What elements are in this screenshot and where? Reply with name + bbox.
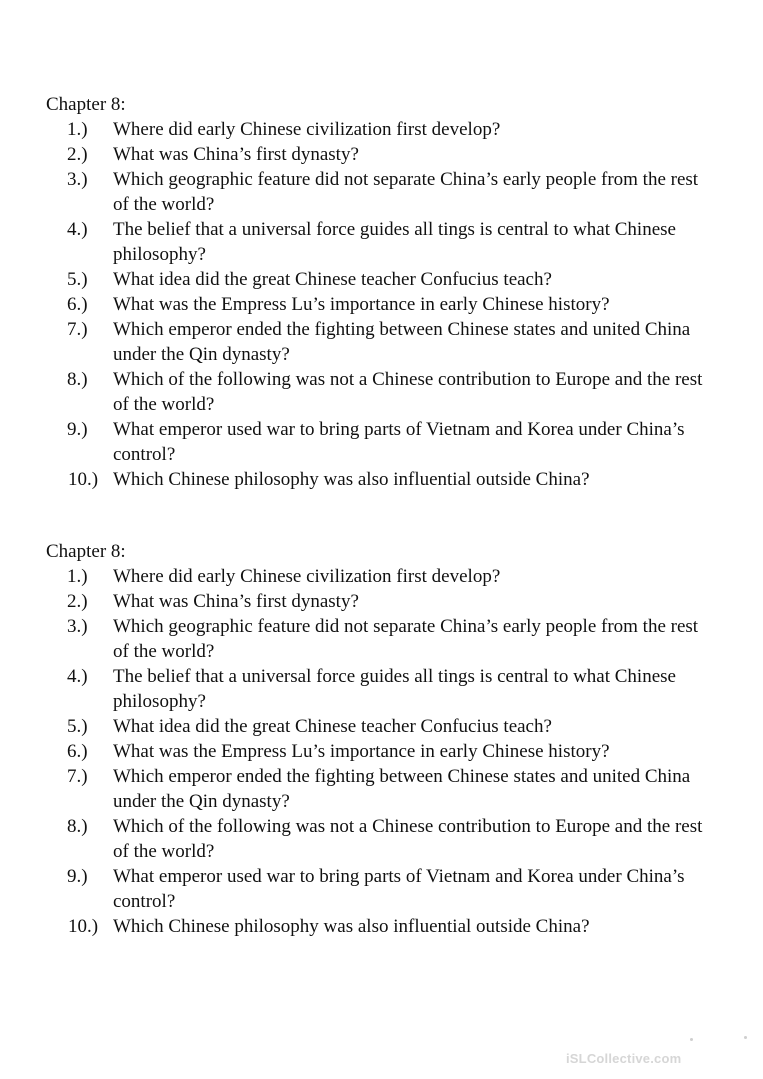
question-number: 10.)	[68, 916, 99, 937]
question-number: 7.)	[67, 319, 88, 340]
watermark: iSLCollective.com	[566, 1051, 682, 1066]
question-text: Which emperor ended the fighting between Chinese states and united China under the Qin dynasty?	[113, 319, 691, 365]
question-number: 8.)	[67, 369, 88, 390]
question-number: 3.)	[67, 169, 88, 190]
question-text: Which Chinese philosophy was also influential outside China?	[113, 916, 590, 937]
question-number: 9.)	[67, 866, 88, 887]
question-list	[0, 117, 763, 492]
question-number: 7.)	[67, 766, 88, 787]
question-item	[0, 614, 713, 664]
question-number: 1.)	[67, 119, 88, 140]
question-number: 4.)	[67, 219, 88, 240]
question-number: 8.)	[67, 816, 88, 837]
question-text: Which geographic feature did not separate China’s early people from the rest of the world?	[113, 616, 699, 662]
question-number: 2.)	[67, 591, 88, 612]
chapter-title: Chapter 8:	[46, 541, 126, 562]
decorative-dot	[744, 1036, 747, 1039]
question-text: What was the Empress Lu’s importance in early Chinese history?	[113, 294, 610, 315]
question-item	[0, 739, 713, 764]
question-number: 6.)	[67, 294, 88, 315]
question-number: 5.)	[67, 269, 88, 290]
question-text: What was the Empress Lu’s importance in early Chinese history?	[113, 741, 610, 762]
question-text: Which of the following was not a Chinese contribution to Europe and the rest of the world?	[113, 369, 703, 415]
question-number: 1.)	[67, 566, 88, 587]
question-item	[0, 664, 713, 714]
question-item	[0, 864, 713, 914]
question-text: The belief that a universal force guides all tings is central to what Chinese philosophy?	[113, 666, 676, 712]
question-number: 6.)	[67, 741, 88, 762]
question-item	[0, 317, 713, 367]
question-item	[0, 564, 713, 589]
question-text: Where did early Chinese civilization first develop?	[113, 119, 501, 140]
question-item	[0, 267, 713, 292]
chapter-title: Chapter 8:	[46, 94, 126, 115]
question-item	[0, 142, 713, 167]
decorative-dot	[690, 1038, 693, 1041]
question-number: 5.)	[67, 716, 88, 737]
question-text: Where did early Chinese civilization first develop?	[113, 566, 501, 587]
question-text: What was China’s first dynasty?	[113, 144, 359, 165]
question-item	[0, 914, 713, 939]
question-item	[0, 589, 713, 614]
question-text: What emperor used war to bring parts of Vietnam and Korea under China’s control?	[113, 419, 685, 465]
question-number: 4.)	[67, 666, 88, 687]
question-number: 10.)	[68, 469, 99, 490]
question-item	[0, 217, 713, 267]
question-text: Which emperor ended the fighting between Chinese states and united China under the Qin dynasty?	[113, 766, 691, 812]
question-item	[0, 292, 713, 317]
question-item	[0, 467, 713, 492]
question-text: Which geographic feature did not separate China’s early people from the rest of the world?	[113, 169, 699, 215]
question-text: What was China’s first dynasty?	[113, 591, 359, 612]
question-text: What idea did the great Chinese teacher Confucius teach?	[113, 716, 552, 737]
question-number: 3.)	[67, 616, 88, 637]
question-item	[0, 117, 713, 142]
question-text: What idea did the great Chinese teacher Confucius teach?	[113, 269, 552, 290]
question-number: 9.)	[67, 419, 88, 440]
question-number: 2.)	[67, 144, 88, 165]
question-item	[0, 167, 713, 217]
question-item	[0, 764, 713, 814]
question-item	[0, 417, 713, 467]
question-list	[0, 564, 763, 939]
question-item	[0, 814, 713, 864]
question-item	[0, 714, 713, 739]
question-text: What emperor used war to bring parts of Vietnam and Korea under China’s control?	[113, 866, 685, 912]
question-text: The belief that a universal force guides all tings is central to what Chinese philosophy?	[113, 219, 676, 265]
question-text: Which of the following was not a Chinese contribution to Europe and the rest of the world?	[113, 816, 703, 862]
question-text: Which Chinese philosophy was also influential outside China?	[113, 469, 590, 490]
question-item	[0, 367, 713, 417]
